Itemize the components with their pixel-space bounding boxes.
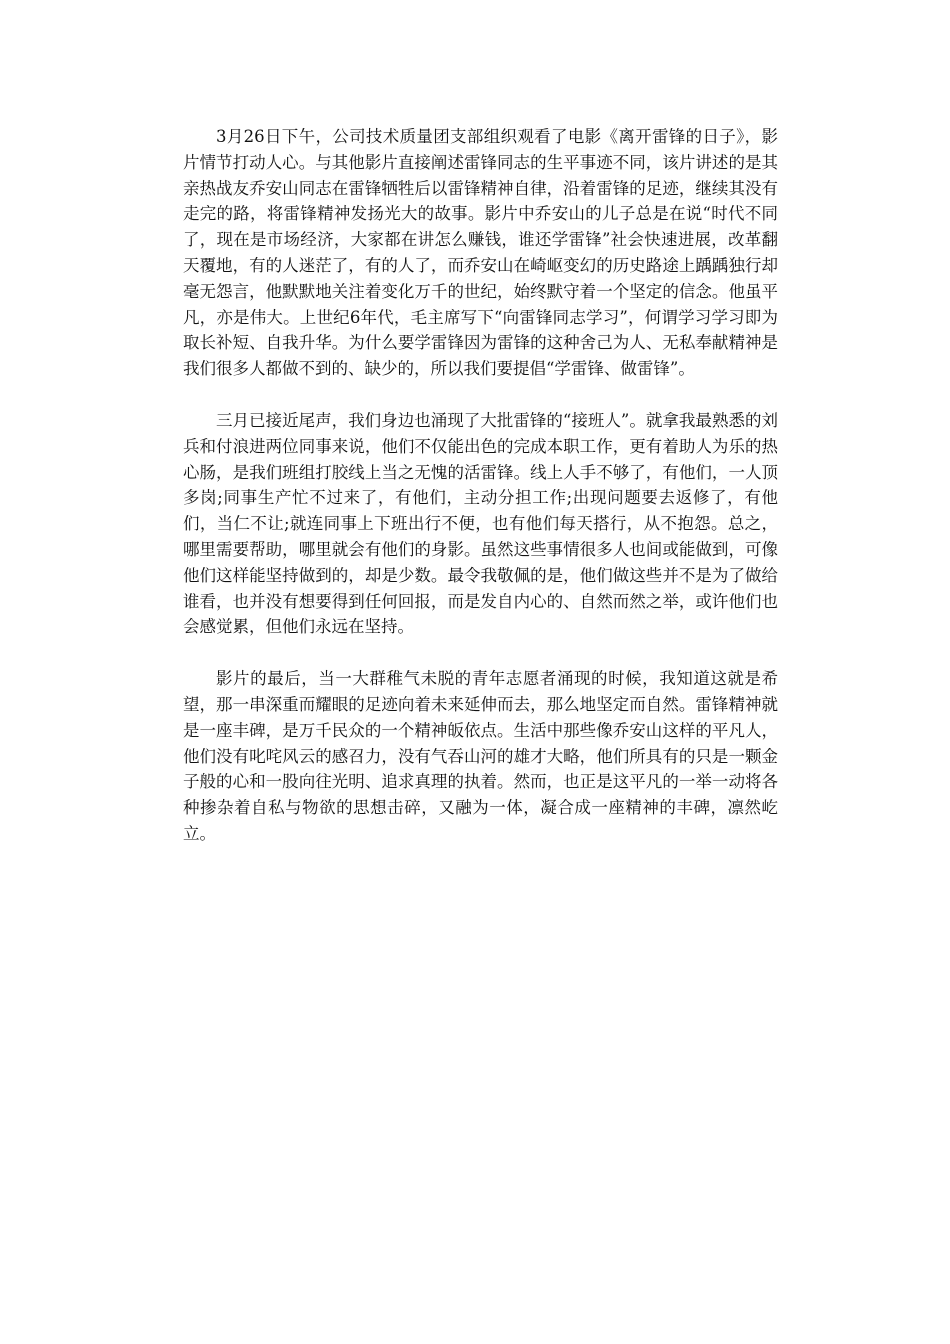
paragraph-3: 影片的最后，当一大群稚气未脱的青年志愿者涌现的时候，我知道这就是希望，那一串深重而耀眼的足迹向着未来延伸而去，那么地坚定而自然。雷锋精神就是一座丰碑，是万千民众的一个精神皈依点。生活中那些像乔安山这样的平凡人，他们没有叱咤风云的感召力，没有气吞山河的雄才大略，他们所具有的只是一颗金子般的心和一股向往光明、追求真理的执着。然而，也正是这平凡的一举一动将各种掺杂着自私与物欲的思想击碎，又融为一体，凝合成一座精神的丰碑，凛然屹立。 — [183, 669, 778, 843]
paragraph-2: 三月已接近尾声，我们身边也涌现了大批雷锋的“接班人”。就拿我最熟悉的刘兵和付浪进两位同事来说，他们不仅能出色的完成本职工作，更有着助人为乐的热心肠，是我们班组打胶线上当之无愧的活雷锋。线上人手不够了，有他们，一人顶多岗;同事生产忙不过来了，有他们，主动分担工作;出现问题要去返修了，有他们，当仁不让;就连同事上下班出行不便，也有他们每天搭行，从不抱怨。总之，哪里需要帮助，哪里就会有他们的身影。虽然这些事情很多人也间或能做到，可像他们这样能坚持做到的，却是少数。最令我敬佩的是，他们做这些并不是为了做给谁看，也并没有想要得到任何回报，而是发自内心的、自然而然之举，或许他们也会感觉累，但他们永远在坚持。 — [183, 410, 778, 637]
document-body — [183, 124, 778, 873]
paragraph-1: 3月26日下午，公司技术质量团支部组织观看了电影《离开雷锋的日子》，影片情节打动人心。与其他影片直接阐述雷锋同志的生平事迹不同，该片讲述的是其亲热战友乔安山同志在雷锋牺牲后以雷锋精神自律，沿着雷锋的足迹，继续其没有走完的路，将雷锋精神发扬光大的故事。影片中乔安山的儿子总是在说“时代不同了，现在是市场经济，大家都在讲怎么赚钱，谁还学雷锋”社会快速进展，改革翻天覆地，有的人迷茫了，有的人了，而乔安山在崎岖变幻的历史路途上踽踽独行却毫无怨言，他默默地关注着变化万千的世纪，始终默守着一个坚定的信念。他虽平凡，亦是伟大。上世纪6年代，毛主席写下“向雷锋同志学习”，何谓学习学习即为取长补短、自我升华。为什么要学雷锋因为雷锋的这种舍己为人、无私奉献精神是我们很多人都做不到的、缺少的，所以我们要提倡“学雷锋、做雷锋”。 — [183, 127, 778, 379]
